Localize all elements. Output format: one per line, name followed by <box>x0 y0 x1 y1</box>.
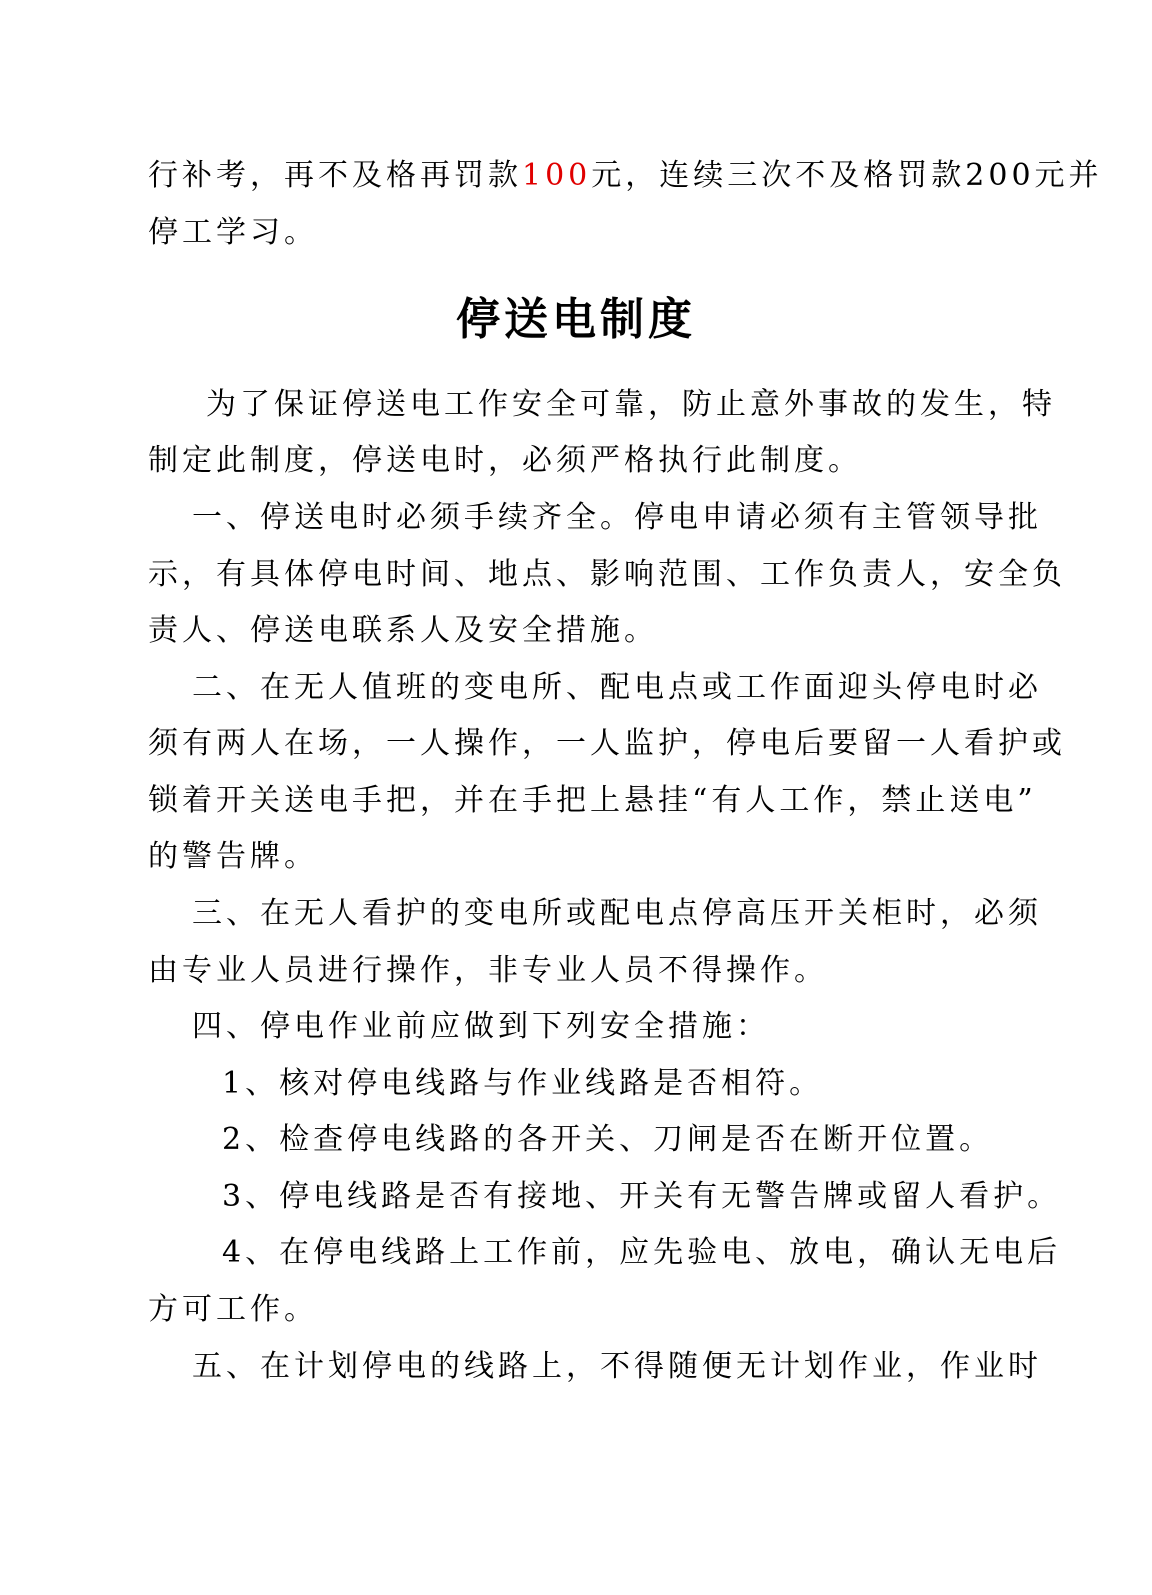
rule4-item-3: 3、停电线路是否有接地、开关有无警告牌或留人看护。 <box>222 1179 1062 1214</box>
fine-amount-highlight: 100 <box>522 158 592 193</box>
document-title: 停送电制度 <box>456 294 696 345</box>
rule2-line-2: 须有两人在场，一人操作，一人监护，停电后要留一人看护或 <box>148 726 1066 761</box>
rule5-line-1: 五、在计划停电的线路上，不得随便无计划作业，作业时 <box>192 1349 1042 1384</box>
rule4-item-1: 1、核对停电线路与作业线路是否相符。 <box>222 1066 824 1101</box>
prev-text-b: 元，连续三次不及格罚款200元并 <box>591 158 1103 193</box>
rule2-line-4: 的警告牌。 <box>148 839 318 874</box>
prev-paragraph-line-1 <box>148 156 1103 196</box>
rule4-line-1: 四、停电作业前应做到下列安全措施： <box>192 1009 770 1044</box>
rule2-line-3: 锁着开关送电手把，并在手把上悬挂“有人工作，禁止送电” <box>148 783 1037 818</box>
intro-line-1: 为了保证停送电工作安全可靠，防止意外事故的发生，特 <box>206 387 1056 422</box>
rule2-line-1: 二、在无人值班的变电所、配电点或工作面迎头停电时必 <box>192 670 1042 705</box>
rule1-line-1: 一、停送电时必须手续齐全。停电申请必须有主管领导批 <box>192 500 1042 535</box>
rule3-line-2: 由专业人员进行操作，非专业人员不得操作。 <box>148 953 828 988</box>
rule3-line-1: 三、在无人看护的变电所或配电点停高压开关柜时，必须 <box>192 896 1042 931</box>
rule4-item-2: 2、检查停电线路的各开关、刀闸是否在断开位置。 <box>222 1122 994 1157</box>
rule4-item-4-line-1: 4、在停电线路上工作前，应先验电、放电，确认无电后 <box>222 1235 1062 1270</box>
rule1-line-3: 责人、停送电联系人及安全措施。 <box>148 613 658 648</box>
rule1-line-2: 示，有具体停电时间、地点、影响范围、工作负责人，安全负 <box>148 557 1066 592</box>
rule4-item-4-line-2: 方可工作。 <box>148 1292 318 1327</box>
prev-text-a: 行补考，再不及格再罚款 <box>148 158 522 193</box>
intro-line-2: 制定此制度，停送电时，必须严格执行此制度。 <box>148 443 862 478</box>
prev-paragraph-line-2: 停工学习。 <box>148 215 318 250</box>
